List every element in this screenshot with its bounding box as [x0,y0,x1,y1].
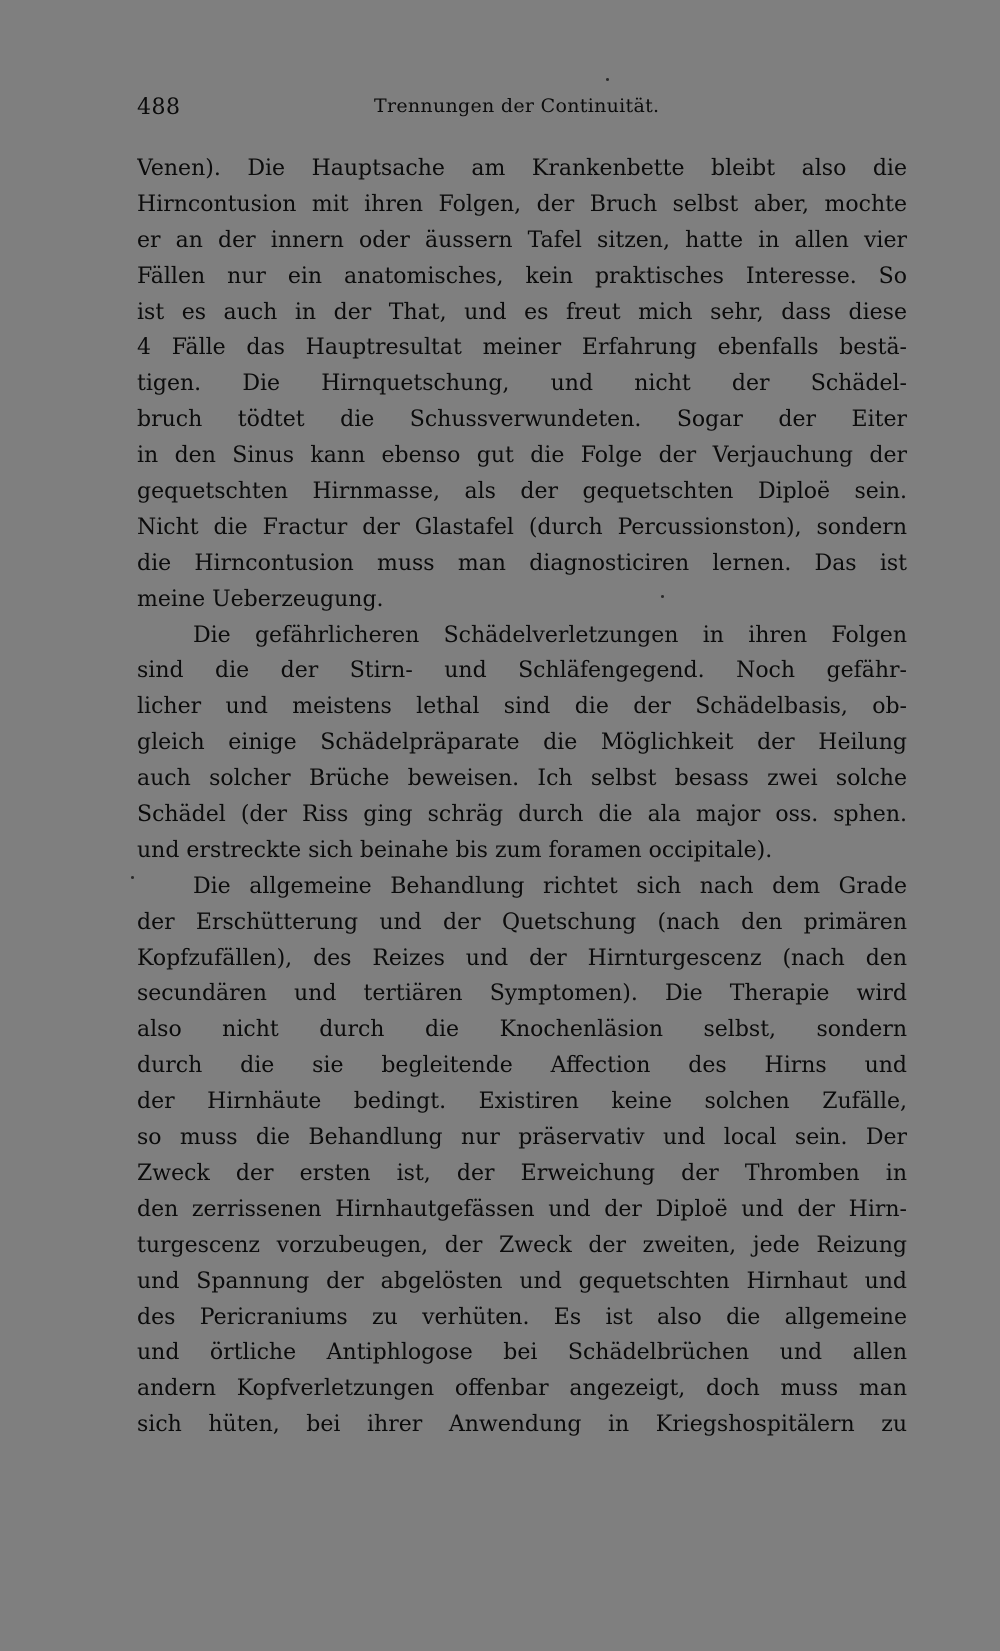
text-line: turgescenz vorzubeugen, der Zweck der zweiten, jede Reizung [137,1232,907,1258]
text-line: Schädel (der Riss ging schräg durch die ala major oss. sphen. [137,802,907,828]
text-line: gequetschten Hirnmasse, als der gequetschten Diploë sein. [137,479,907,505]
text-line: bruch tödtet die Schussverwundeten. Sogar der Eiter [137,407,907,433]
text-line: und erstreckte sich beinahe bis zum foramen occipitale). [137,837,773,863]
text-line: in den Sinus kann ebenso gut die Folge der Verjauchung der [137,443,907,469]
text-line: Nicht die Fractur der Glastafel (durch Percussionston), sondern [137,514,907,540]
text-line: auch solcher Brüche beweisen. Ich selbst besass zwei solche [137,766,907,792]
text-line: sind die der Stirn- und Schläfengegend. Noch gefähr- [137,658,907,684]
text-line: Venen). Die Hauptsache am Krankenbette bleibt also die [137,156,907,181]
text-line: die Hirncontusion muss man diagnosticiren lernen. Das ist [137,550,907,576]
text-line: Kopfzufällen), des Reizes und der Hirnturgescenz (nach den [137,945,907,971]
text-line: den zerrissenen Hirnhautgefässen und der Diploë und der Hirn- [137,1196,907,1222]
print-speck [661,595,664,598]
text-line: sich hüten, bei ihrer Anwendung in Kriegshospitälern zu [137,1412,907,1438]
text-line: 4 Fälle das Hauptresultat meiner Erfahrung ebenfalls bestä- [137,335,907,361]
text-line: und örtliche Antiphlogose bei Schädelbrüchen und allen [137,1340,907,1366]
text-line: also nicht durch die Knochenläsion selbst, sondern [137,1017,907,1043]
text-line: durch die sie begleitende Affection des Hirns und [137,1053,907,1079]
text-line: Hirncontusion mit ihren Folgen, der Bruch selbst aber, mochte [137,191,907,217]
text-line: der Hirnhäute bedingt. Existiren keine solchen Zufälle, [137,1089,907,1115]
text-line: gleich einige Schädelpräparate die Möglichkeit der Heilung [137,730,907,756]
text-line: meine Ueberzeugung. [137,586,384,612]
text-line: so muss die Behandlung nur präservativ und local sein. Der [137,1125,907,1151]
text-line: licher und meistens lethal sind die der Schädelbasis, ob- [137,694,907,720]
text-line: der Erschütterung und der Quetschung (nach den primären [137,909,907,935]
text-line: Fällen nur ein anatomisches, kein praktisches Interesse. So [137,263,907,289]
text-line: ist es auch in der That, und es freut mich sehr, dass diese [137,299,907,325]
text-line: und Spannung der abgelösten und gequetschten Hirnhaut und [137,1268,907,1294]
body-text [137,151,907,1443]
text-line: tigen. Die Hirnquetschung, und nicht der Schädel- [137,371,907,397]
text-line: Die allgemeine Behandlung richtet sich nach dem Grade [193,873,907,899]
page-number: 488 [137,95,181,120]
text-line: Die gefährlicheren Schädelverletzungen in ihren Folgen [193,622,907,648]
text-line: Zweck der ersten ist, der Erweichung der Thromben in [137,1160,907,1186]
text-line: des Pericraniums zu verhüten. Es ist also die allgemeine [137,1304,907,1330]
text-line: secundären und tertiären Symptomen). Die Therapie wird [137,981,907,1007]
print-speck [606,78,609,81]
page-header [137,95,907,131]
print-speck [131,876,134,879]
text-line: er an der innern oder äussern Tafel sitzen, hatte in allen vier [137,227,907,253]
text-line: andern Kopfverletzungen offenbar angezeigt, doch muss man [137,1376,907,1402]
running-title: Trennungen der Continuität. [374,95,660,117]
